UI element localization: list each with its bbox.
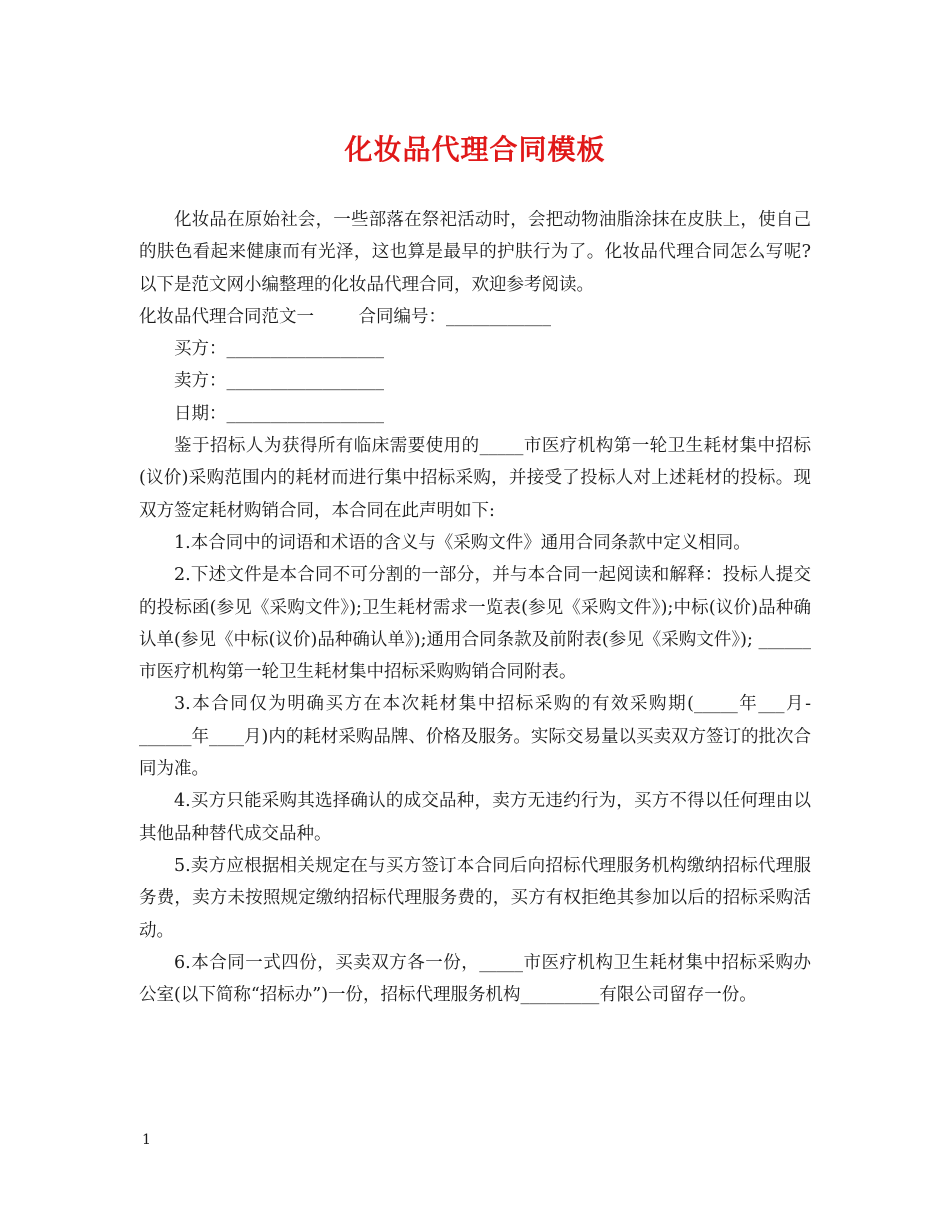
clause-3: 3.本合同仅为明确买方在本次耗材集中招标采购的有效采购期(_____年___月-______年____月)内的耗材采购品牌、价格及服务。实际交易量以买卖双方签订的批次合同为准。 [139,694,811,780]
clause-4: 4.买方只能采购其选择确认的成交品种，卖方无违约行为，买方不得以任何理由以其他品种替代成交品种。 [139,791,811,844]
preamble-paragraph: 鉴于招标人为获得所有临床需要使用的_____市医疗机构第一轮卫生耗材集中招标(议价)采购范围内的耗材而进行集中招标采购，并接受了投标人对上述耗材的投标。现双方签定耗材购销合同，本合同在此声明如下: [139,436,811,521]
clause-1: 1.本合同中的词语和术语的含义与《采购文件》通用合同条款中定义相同。 [174,532,751,553]
sample-heading: 化妆品代理合同范文一 [139,306,314,327]
date-field: 日期：__________________ [174,403,384,424]
contract-number-field: 合同编号：____________ [358,306,552,327]
sample-heading-line [139,301,811,333]
clause-6: 6.本合同一式四份，买卖双方各一份，_____市医疗机构卫生耗材集中招标采购办公室(以下简称“招标办”)一份，招标代理服务机构_________有限公司留存一份。 [139,952,811,1006]
document-body [139,204,811,1011]
document-title: 化妆品代理合同模板 [344,133,606,166]
seller-field: 卖方：__________________ [174,371,384,392]
buyer-field: 买方：__________________ [174,339,384,360]
clause-5: 5.卖方应根据相关规定在与买方签订本合同后向招标代理服务机构缴纳招标代理服务费，卖方未按照规定缴纳招标代理服务费的，买方有权拒绝其参加以后的招标采购活动。 [139,855,811,941]
clause-2: 2.下述文件是本合同不可分割的一部分，并与本合同一起阅读和解释：投标人提交的投标函(参见《采购文件》);卫生耗材需求一览表(参见《采购文件》);中标(议价)品种确认单(参见《中标(议价)品种确认单》);通用合同条款及前附表(参见《采购文件》); ______市医疗机构第一轮卫生耗材集中招标采购购销合同附表。 [139,565,811,683]
intro-paragraph: 化妆品在原始社会，一些部落在祭祀活动时，会把动物油脂涂抹在皮肤上，使自己的肤色看起来健康而有光泽，这也算是最早的护肤行为了。化妆品代理合同怎么写呢?以下是范文网小编整理的化妆品代理合同，欢迎参考阅读。 [139,210,811,295]
page-number: 1 [142,1132,151,1148]
